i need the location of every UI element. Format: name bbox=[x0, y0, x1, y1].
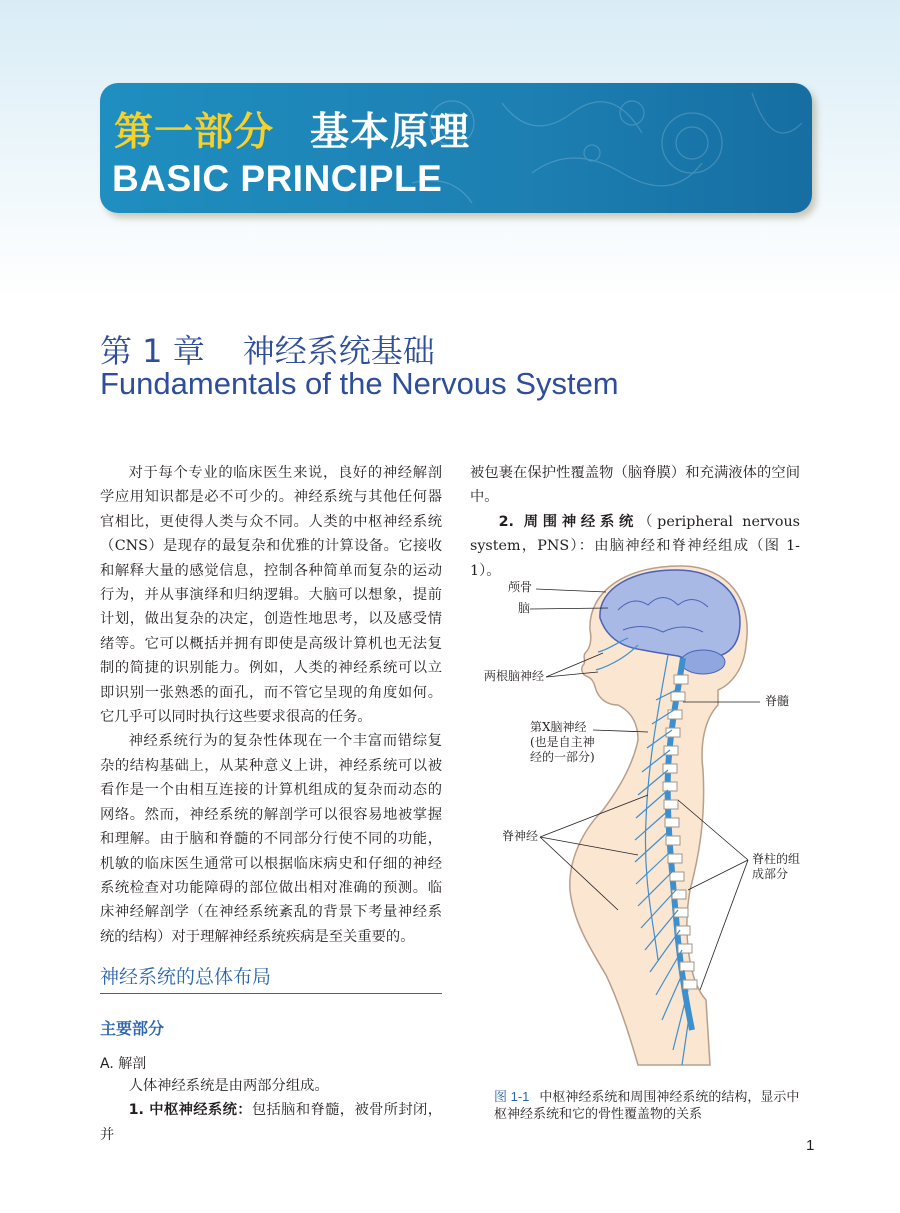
part-title bbox=[114, 101, 470, 157]
second-paragraph: 神经系统行为的复杂性体现在一个丰富而错综复杂的结构基础上，从某种意义上讲，神经系统可以被看作是一个由相互连接的计算机组成的复杂而动态的网络。然而，神经系统的解剖学可以很容易地被掌握和理解。由于脑和脊髓的不同部分行使不同的功能，机敏的临床医生通常可以根据临床病史和仔细的神经系统检查对功能障碍的部位做出相对准确的预测。临床神经解剖学（在神经系统紊乱的背景下考量神经系统的结构）对于理解神经系统疾病是至关重要的。 bbox=[100, 733, 442, 945]
label-vagus-line3: 经的一部分) bbox=[530, 750, 595, 764]
intro-paragraph: 对于每个专业的临床医生来说，良好的神经解剖学应用知识都是必不可少的。神经系统与其他任何器官相比，更使得人类与众不同。人类的中枢神经系统（CNS）是现存的最复杂和优雅的计算设备。它接收和解释大量的感觉信息，控制各种简单而复杂的运动行为，并从事演绎和归纳逻辑。大脑可以想象，提前计划，做出复杂的决定，创造性地思考，以及感受情绪等。它可以概括并拥有即使是高级计算机也无法复制的简捷的识别能力。例如，人类的神经系统可以立即识别一张熟悉的面孔，而不管它呈现的角度如何。它几乎可以同时执行这些要求很高的任务。 bbox=[100, 465, 442, 726]
left-column bbox=[100, 461, 442, 949]
label-brain: 脑 bbox=[518, 601, 531, 615]
label-vagus bbox=[530, 720, 595, 765]
item-pns-label: 2. 周围神经系统 bbox=[498, 513, 639, 530]
caption-number: 图 1-1 bbox=[494, 1089, 530, 1104]
item-cns bbox=[100, 1098, 442, 1147]
label-skull: 颅骨 bbox=[508, 580, 533, 594]
label-vertebral-line2: 成部分 bbox=[752, 867, 789, 881]
part-banner bbox=[100, 83, 812, 213]
figure-caption bbox=[494, 1088, 804, 1123]
chapter-number: 第 1 章 bbox=[100, 332, 205, 370]
part-name: 基本原理 bbox=[310, 110, 471, 155]
label-spinal-nerves: 脊神经 bbox=[502, 829, 539, 843]
chapter-title-text: 神经系统基础 bbox=[242, 332, 435, 370]
page-number: 1 bbox=[806, 1137, 815, 1154]
nervous-system-illustration bbox=[478, 560, 808, 1080]
label-spinal-cord: 脊髓 bbox=[765, 694, 790, 708]
item-cns-continued: 被包裹在保护性覆盖物（脑脊膜）和充满液体的空间中。 bbox=[470, 465, 800, 506]
label-vagus-line1: 第Ⅹ脑神经 bbox=[530, 720, 587, 734]
section-heading: 神经系统的总体布局 bbox=[100, 962, 442, 994]
item-pns-text: （peripheral nervous system，PNS）：由脑神经和脊神经组成（图 1-1）。 bbox=[470, 513, 800, 579]
label-vagus-line2: (也是自主神 bbox=[530, 735, 595, 749]
item-cns-text: 包括脑和脊髓，被骨所封闭，并 bbox=[100, 1102, 442, 1143]
anatomy-heading: A. 解剖 bbox=[100, 1056, 147, 1072]
anatomy-text bbox=[100, 1074, 442, 1147]
figure-nervous-system bbox=[478, 560, 808, 1080]
label-vertebral-line1: 脊柱的组 bbox=[752, 852, 801, 866]
caption-text: 中枢神经系统和周围神经系统的结构，显示中枢神经系统和它的骨性覆盖物的关系 bbox=[494, 1090, 800, 1122]
part-english-title: BASIC PRINCIPLE bbox=[112, 158, 443, 199]
part-label: 第一部分 bbox=[114, 110, 275, 155]
label-cranial-nerves: 两根脑神经 bbox=[484, 669, 545, 683]
subsection-heading: 主要部分 bbox=[100, 1019, 165, 1038]
chapter-english-title: Fundamentals of the Nervous System bbox=[100, 366, 619, 401]
item-cns-label: 1. 中枢神经系统： bbox=[128, 1102, 252, 1119]
anatomy-intro: 人体神经系统是由两部分组成。 bbox=[128, 1078, 329, 1094]
label-vertebral-column bbox=[752, 852, 800, 882]
cerebellum-shape bbox=[681, 650, 725, 674]
